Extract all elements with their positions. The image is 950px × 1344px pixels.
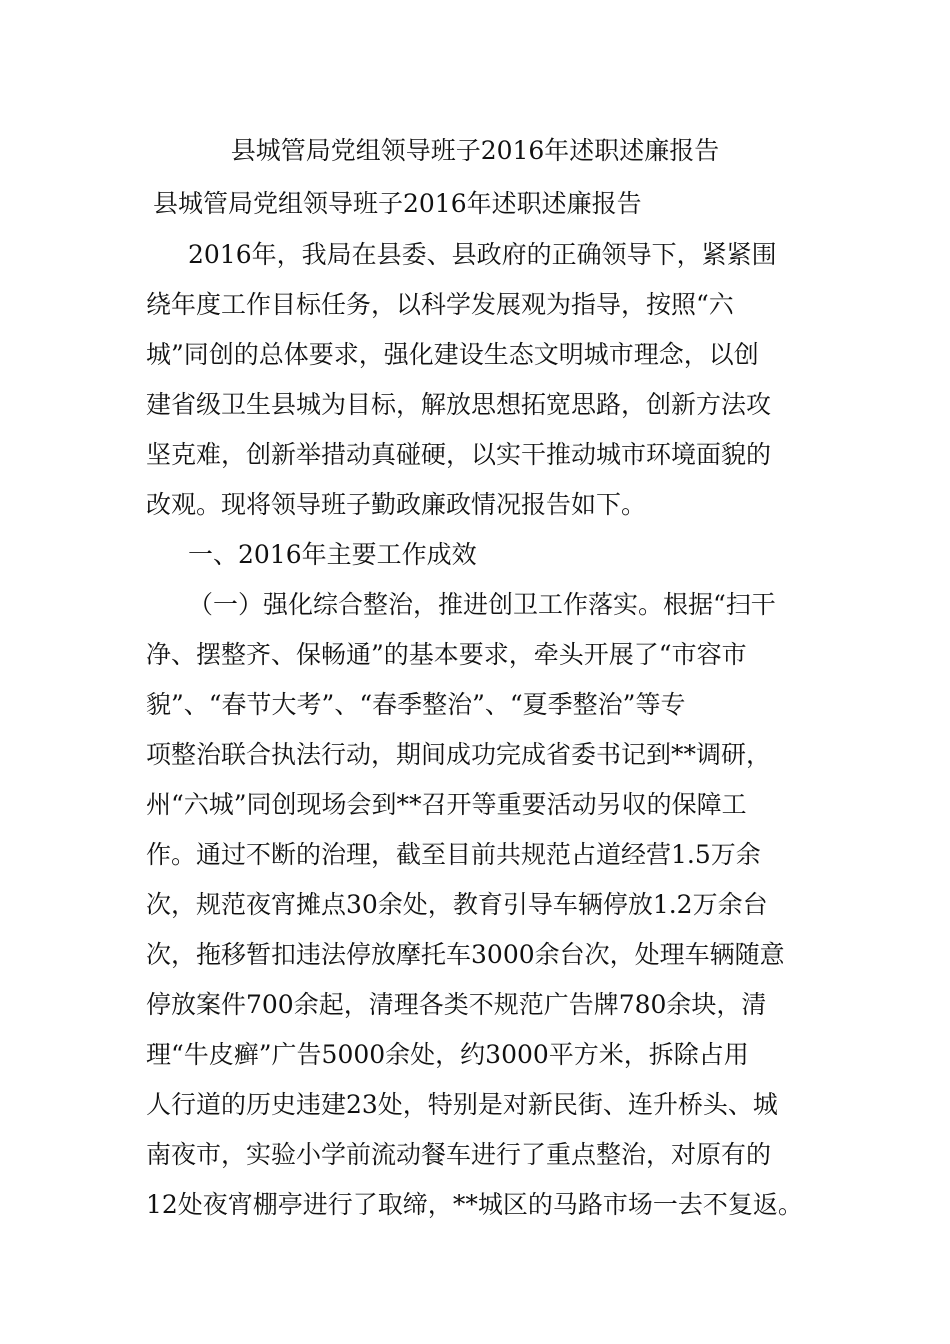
paragraph-line: 停放案件700余起，清理各类不规范广告牌780余块，清 [146, 990, 767, 1019]
paragraph-line: 建省级卫生县城为目标，解放思想拓宽思路，创新方法攻 [146, 390, 772, 419]
paragraph-line: 州“六城”同创现场会到**召开等重要活动另収的保障工 [146, 790, 747, 819]
paragraph-line: 12处夜宵棚亭进行了取缔，**城区的马路市场一去不复返。 [146, 1190, 803, 1219]
paragraph-line: 作。通过不断的治理，截至目前共规范占道经营1.5万余 [146, 840, 761, 869]
paragraph-line: 次，拖移暂扣违法停放摩托车3000余台次，处理车辆随意 [146, 940, 785, 969]
document-title: 县城管局党组领导班子2016年述职述廉报告 [230, 136, 720, 165]
paragraph-line: 2016年，我局在县委、县政府的正确领导下，紧紧围 [188, 240, 777, 269]
paragraph-line: 改观。现将领导班子勤政廉政情况报告如下。 [146, 490, 647, 519]
paragraph-line: 次，规范夜宵摊点30余处，教育引导车辆停放1.2万余台 [146, 890, 768, 919]
paragraph-line: 理“牛皮癣”广告5000余处，约3000平方米，拆除占用 [146, 1040, 749, 1069]
paragraph-line: 净、摆整齐、保畅通”的基本要求，牵头开展了“市容市 [146, 640, 747, 669]
paragraph-line: 城”同创的总体要求，强化建设生态文明城市理念，以创 [146, 340, 759, 369]
paragraph-line: （一）强化综合整治，推进创卫工作落实。根据“扫干 [188, 590, 776, 619]
document-subtitle: 县城管局党组领导班子2016年述职述廉报告 [153, 189, 642, 218]
paragraph-line: 绕年度工作目标任务，以科学发展观为指导，按照“六 [146, 290, 734, 319]
paragraph-line: 南夜市，实验小学前流动餐车进行了重点整治，对原有的 [146, 1140, 772, 1169]
paragraph-line: 人行道的历史违建23处，特别是对新民街、连升桥头、城 [146, 1090, 778, 1119]
paragraph-line: 貌”、“春节大考”、“春季整治”、“夏季整治”等专 [146, 690, 686, 719]
paragraph-line: 项整治联合执法行动，期间成功完成省委书记到**调研， [146, 740, 772, 769]
section-heading: 一、2016年主要工作成效 [188, 540, 477, 569]
paragraph-line: 坚克难，创新举措动真碰硬，以实干推动城市环境面貌的 [146, 440, 772, 469]
